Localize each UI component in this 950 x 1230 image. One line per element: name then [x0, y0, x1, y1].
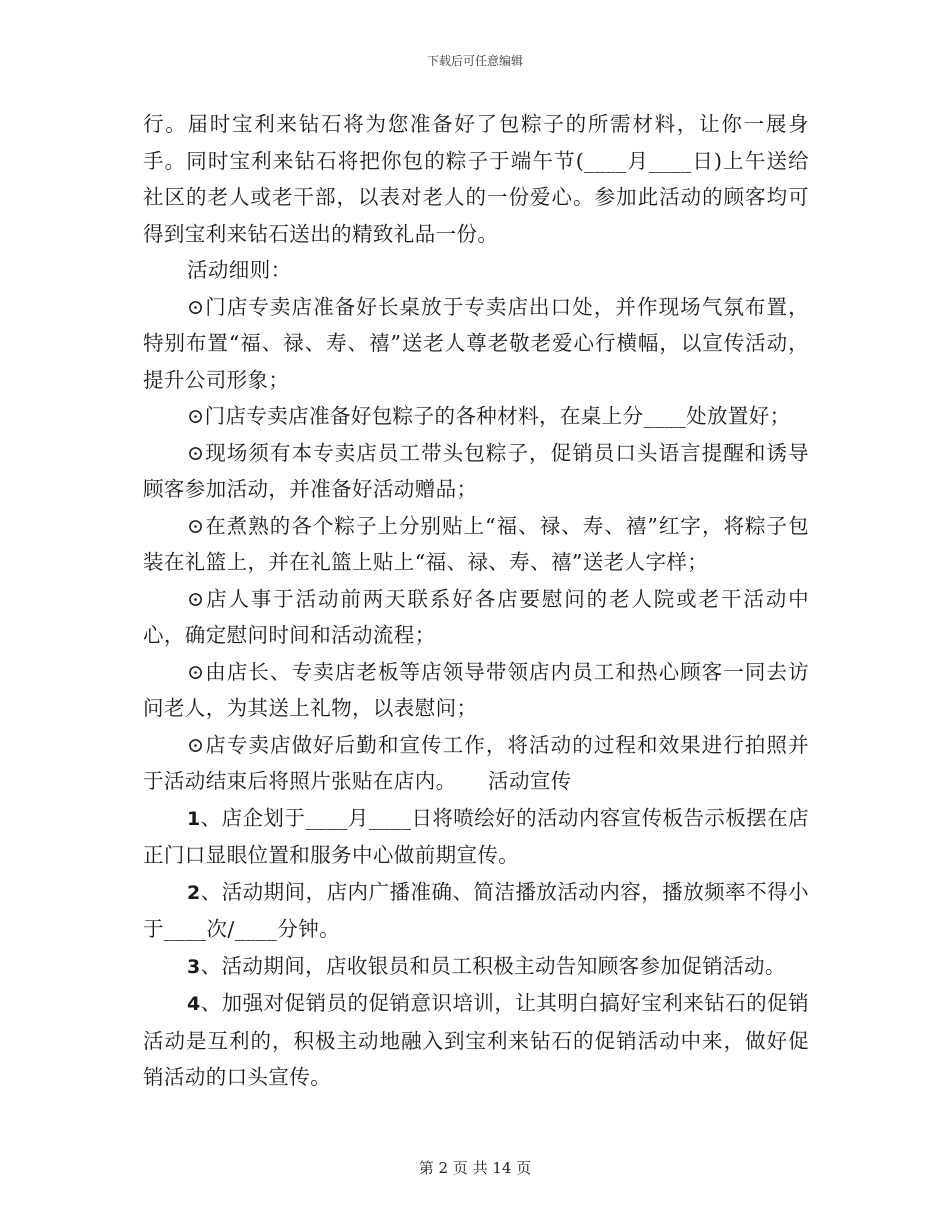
page-header-note: 下载后可任意编辑	[426, 54, 523, 68]
promo-item-number: 2	[187, 881, 201, 904]
promo-item	[143, 800, 809, 874]
promo-item	[143, 948, 809, 986]
rule-item: ⊙由店长、专卖店老板等店领导带领店内员工和热心顾客一同去访问老人，为其送上礼物，以表慰问；	[143, 659, 809, 720]
promo-item-number: 4	[187, 993, 201, 1015]
promo-item	[143, 874, 809, 948]
promo-item-number: 1	[187, 807, 201, 830]
promo-item-text: 、店企划于____月____日将喷绘好的活动内容宣传板告示板摆在店正门口显眼位置和服务中心做前期宣传。	[143, 805, 809, 867]
rule-item: ⊙店专卖店做好后勤和宣传工作，将活动的过程和效果进行拍照并于活动结束后将照片张贴在店内。 活动宣传	[143, 732, 809, 793]
page-number: 第 2 页 共 14 页	[418, 1159, 532, 1177]
rule-item: ⊙现场须有本专卖店员工带头包粽子，促销员口头语言提醒和诱导顾客参加活动，并准备好活动赠品；	[143, 440, 809, 501]
promo-item-text: 、活动期间，店收银员和员工积极主动告知顾客参加促销活动。	[200, 953, 786, 978]
rule-item: ⊙门店专卖店准备好长桌放于专卖店出口处，并作现场气氛布置，特别布置“福、禄、寿、禧”送老人尊老敬老爱心行横幅，以宣传活动，提升公司形象；	[143, 294, 809, 392]
rule-item: ⊙门店专卖店准备好包粽子的各种材料，在桌上分____处放置好；	[187, 404, 791, 428]
promo-item-number: 3	[187, 955, 201, 978]
rule-item: ⊙在煮熟的各个粽子上分别贴上“福、禄、寿、禧”红字，将粽子包装在礼篮上，并在礼篮上贴上“福、禄、寿、禧”送老人字样；	[143, 513, 809, 574]
section-heading-rules: 活动细则：	[187, 258, 292, 282]
promo-item	[143, 985, 809, 1096]
rule-item: ⊙店人事于活动前两天联系好各店要慰问的老人院或老干活动中心，确定慰问时间和活动流程；	[143, 586, 809, 647]
document-body	[143, 106, 809, 1096]
paragraph-intro: 行。届时宝利来钻石将为您准备好了包粽子的所需材料，让你一展身手。同时宝利来钻石将把你包的粽子于端午节(____月____日)上午送给社区的老人或老干部，以表对老人的一份爱心。参加此活动的顾客均可得到宝利来钻石送出的精致礼品一份。	[143, 112, 809, 246]
promo-item-text: 、活动期间，店内广播准确、简洁播放活动内容，播放频率不得小于____次/____分钟。	[143, 879, 809, 941]
promo-item-text: 、加强对促销员的促销意识培训，让其明白搞好宝利来钻石的促销活动是互利的，积极主动地融入到宝利来钻石的促销活动中来，做好促销活动的口头宣传。	[143, 991, 809, 1089]
